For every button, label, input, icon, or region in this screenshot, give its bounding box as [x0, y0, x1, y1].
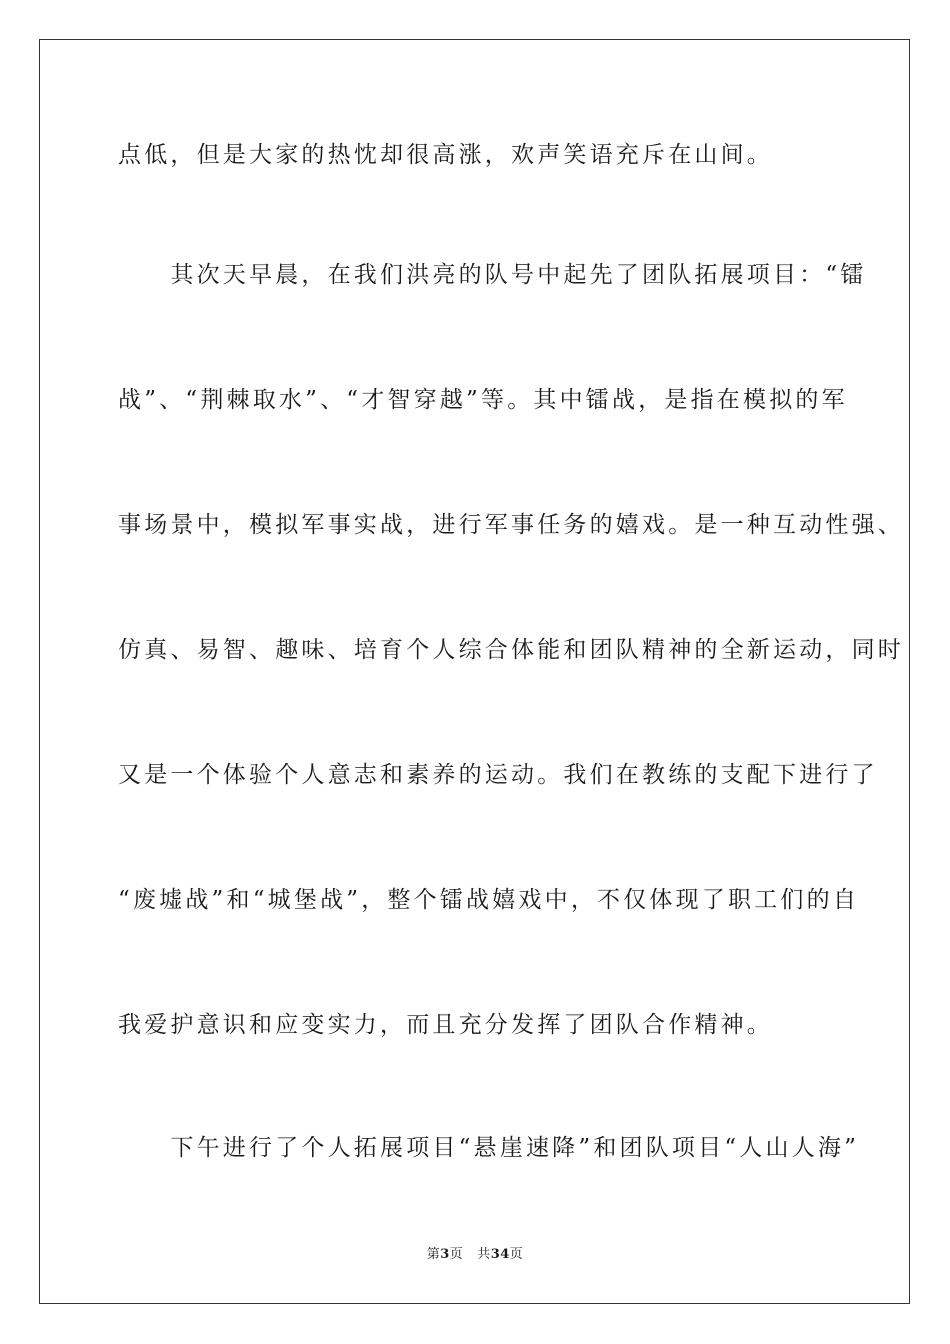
- text-line: 事场景中，模拟军事实战，进行军事任务的嬉戏。是一种互动性强、: [118, 512, 904, 538]
- text-line: 又是一个体验个人意志和素养的运动。我们在教练的支配下进行了: [118, 762, 878, 788]
- text-line: 战”、“荆棘取水”、“才智穿越”等。其中镭战，是指在模拟的军: [118, 387, 848, 413]
- footer-prefix: 第: [426, 1247, 441, 1262]
- text-line: 仿真、易智、趣味、培育个人综合体能和团队精神的全新运动，同时: [118, 637, 904, 663]
- footer-total-prefix: 共: [477, 1247, 491, 1262]
- text-line: 其次天早晨，在我们洪亮的队号中起先了团队拓展项目：“镭: [118, 262, 867, 288]
- footer-total-unit: 页: [509, 1247, 524, 1262]
- text-line: “废墟战”和“城堡战”，整个镭战嬉戏中，不仅体现了职工们的自: [118, 887, 860, 913]
- page-border: [39, 39, 910, 1304]
- text-line: 下午进行了个人拓展项目“悬崖速降”和团队项目“人山人海”: [118, 1135, 860, 1161]
- text-line: 点低，但是大家的热忱却很高涨，欢声笑语充斥在山间。: [118, 142, 773, 168]
- total-page-count: 34: [490, 1247, 510, 1262]
- footer-page-unit: 页: [449, 1247, 464, 1262]
- page-footer: [0, 1243, 950, 1262]
- current-page-number: 3: [440, 1247, 450, 1262]
- text-line: 我爱护意识和应变实力，而且充分发挥了团队合作精神。: [118, 1012, 773, 1038]
